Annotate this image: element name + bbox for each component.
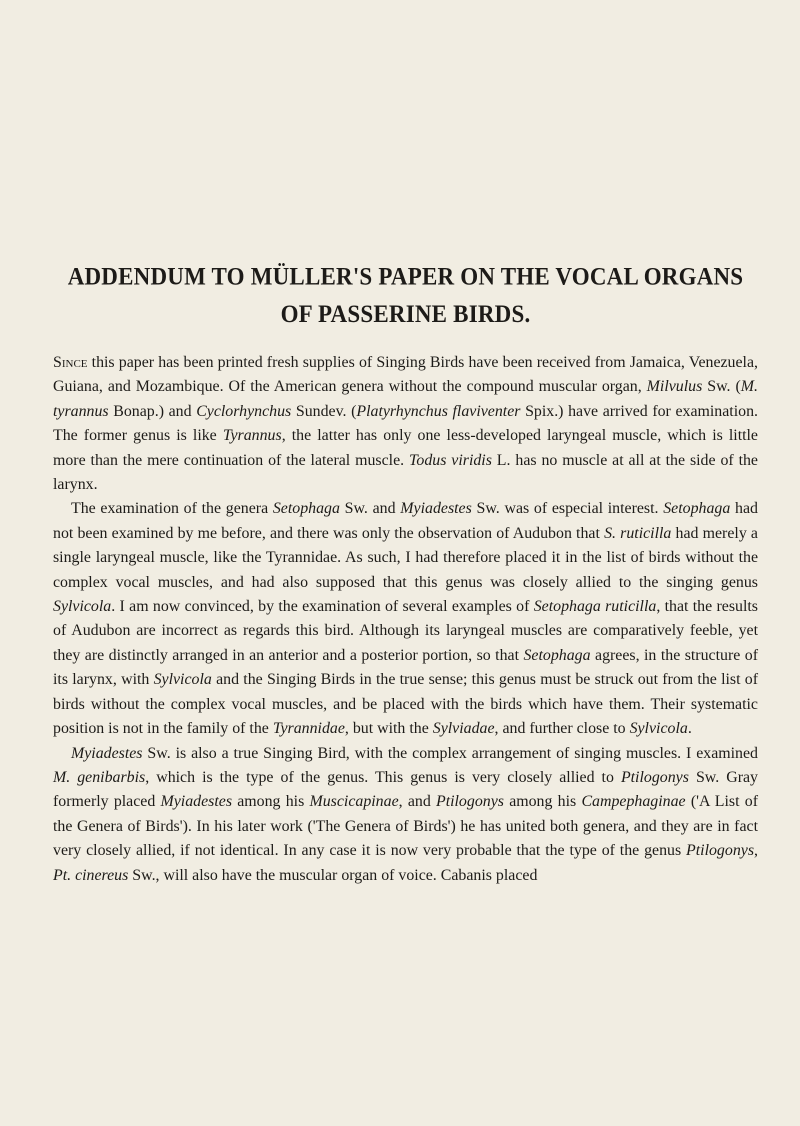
text-run: . bbox=[687, 720, 692, 738]
text-run: had not been examined by me before, and there was only the observation of Audubon that bbox=[53, 500, 758, 542]
italic-text: Milvulus bbox=[646, 378, 703, 396]
small-caps-text: Since bbox=[53, 354, 88, 371]
text-run: , and bbox=[398, 793, 436, 811]
italic-text: M. tyrannus bbox=[53, 378, 758, 420]
text-run: among his bbox=[232, 793, 310, 811]
text-run: , and further close to bbox=[494, 720, 630, 738]
paragraph-1 bbox=[53, 351, 758, 497]
text-run: , but with the bbox=[344, 720, 433, 738]
text-run: , the latter has only one less-developed laryngeal muscle, which is little more than the mere continuation of the lateral muscle. bbox=[53, 427, 758, 469]
italic-text: Sylvicola bbox=[153, 671, 212, 689]
text-run: , that the results of Audubon are incorrect as regards this bird. Although its laryngeal muscles are comparatively feeble, yet they are distinctly arranged in an anterior and a posterior portion, so that bbox=[53, 598, 758, 664]
title-line-2: OF PASSERINE BIRDS. bbox=[280, 299, 531, 328]
text-run: , bbox=[754, 842, 758, 860]
italic-text: Setophaga ruticilla bbox=[533, 598, 657, 616]
italic-text: Tyrannidae bbox=[272, 720, 345, 738]
italic-text: Sylvicola bbox=[53, 598, 112, 616]
text-run: Sw., will also have the muscular organ of voice. Cabanis placed bbox=[128, 866, 538, 884]
text-run: Sw. and bbox=[339, 500, 401, 518]
italic-text: Setophaga bbox=[523, 646, 591, 664]
document-title bbox=[53, 258, 758, 333]
text-run: ('A List of the Genera of Birds'). In his later work ('The Genera of Birds') he has united both genera, and they are in fact very closely allied, if not identical. In any case it is now very probable that the type of the genus bbox=[53, 793, 758, 860]
italic-text: Sylviadae bbox=[432, 720, 495, 738]
italic-text: Myiadestes bbox=[71, 744, 143, 762]
italic-text: Cyclorhynchus bbox=[196, 402, 292, 420]
italic-text: Setophaga bbox=[663, 500, 731, 518]
text-run: Sundev. ( bbox=[291, 402, 357, 420]
text-run: Sw. Gray formerly placed bbox=[53, 768, 758, 811]
text-run: Spix.) have arrived for examination. The former genus is like bbox=[53, 402, 758, 445]
italic-text: Muscicapinae bbox=[309, 793, 399, 811]
italic-text: Ptilogonys bbox=[686, 842, 755, 860]
italic-text: Ptilogonys bbox=[435, 793, 504, 811]
italic-text: Myiadestes bbox=[400, 500, 472, 518]
text-run: Sw. ( bbox=[702, 378, 741, 396]
italic-text: Campephaginae bbox=[581, 793, 686, 811]
italic-text: Ptilogonys bbox=[620, 768, 689, 786]
paragraph-2 bbox=[53, 497, 758, 741]
document-body bbox=[53, 351, 758, 888]
italic-text: Pt. cinereus bbox=[53, 866, 129, 884]
italic-text: Tyrannus bbox=[222, 427, 282, 445]
text-run: L. has no muscle at all at the side of the larynx. bbox=[53, 451, 758, 494]
text-run: Sw. was of especial interest. bbox=[471, 500, 664, 518]
text-run: The examination of the genera bbox=[71, 500, 273, 518]
text-run: , which is the type of the genus. This genus is very closely allied to bbox=[145, 768, 621, 786]
text-run: and the Singing Birds in the true sense; this genus must be struck out from the list of birds without the complex vocal muscles, and be placed with the birds which have them. Their systematic position is not in the family of the bbox=[53, 671, 758, 738]
text-run: Bonap.) and bbox=[108, 402, 197, 420]
italic-text: Myiadestes bbox=[160, 793, 233, 811]
text-run: agrees, in the structure of its larynx, with bbox=[53, 646, 758, 689]
document-page bbox=[53, 258, 758, 888]
italic-text: Platyrhynchus flaviventer bbox=[356, 402, 521, 420]
paragraph-3 bbox=[53, 742, 758, 888]
text-run: Sw. is also a true Singing Bird, with the complex arrangement of singing muscles. I examined bbox=[142, 744, 758, 762]
italic-text: Setophaga bbox=[272, 500, 340, 518]
italic-text: M. genibarbis bbox=[53, 768, 146, 786]
text-run: had merely a single laryngeal muscle, like the Tyrannidae. As such, I had therefore placed it in the list of birds without the complex vocal muscles, and had also supposed that this genus was closely allied to the singing genus bbox=[53, 524, 758, 591]
title-line-1: ADDENDUM TO MÜLLER'S PAPER ON THE VOCAL ORGANS bbox=[67, 262, 744, 290]
italic-text: Todus viridis bbox=[409, 451, 492, 469]
italic-text: Sylvicola bbox=[629, 720, 688, 738]
italic-text: S. ruticilla bbox=[604, 524, 672, 542]
text-run: this paper has been printed fresh supplies of Singing Birds have been received from Jamaica, Venezuela, Guiana, and Mozambique. Of the American genera without the compound muscular organ, bbox=[53, 354, 758, 396]
text-run: . I am now convinced, by the examination of several examples of bbox=[111, 598, 534, 616]
text-run: among his bbox=[503, 793, 582, 811]
